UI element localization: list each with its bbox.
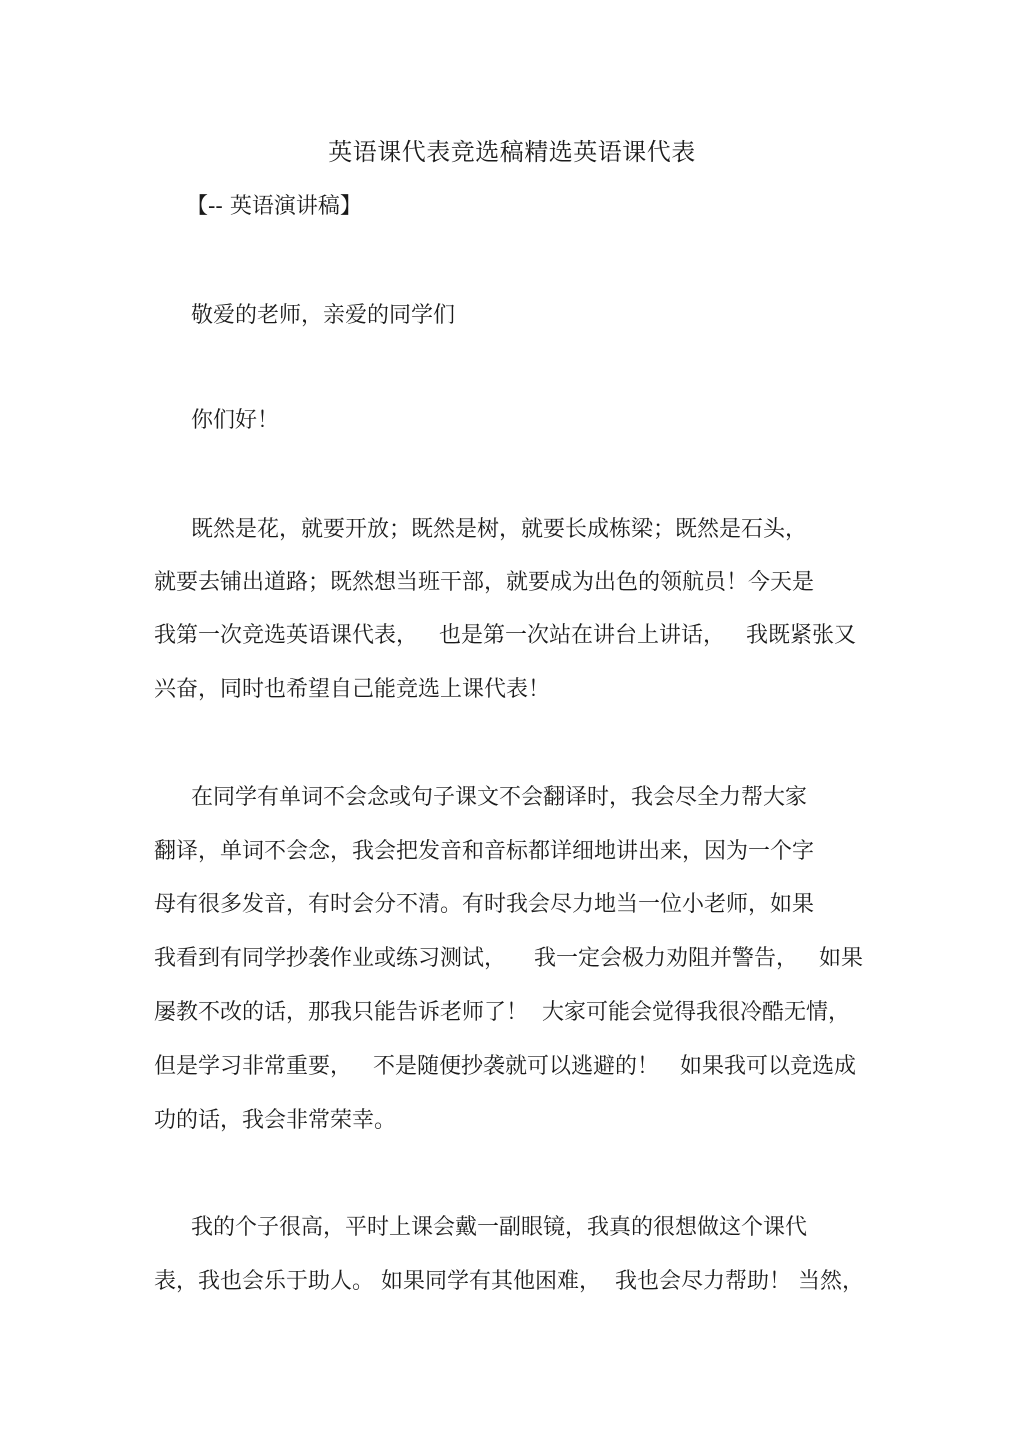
paragraph1-line: 兴奋，同时也希望自己能竞选上课代表！ xyxy=(154,677,551,702)
paragraph1-line: 既然是花，就要开放；既然是树，就要长成栋梁；既然是石头， xyxy=(191,517,808,542)
greeting-text: 敬爱的老师，亲爱的同学们 xyxy=(191,303,456,328)
page-subtitle: 【-- 英语演讲稿】 xyxy=(186,194,362,219)
paragraph2-line: 翻译，单词不会念，我会把发音和音标都详细地讲出来，因为一个字 xyxy=(154,839,815,864)
hello-text: 你们好！ xyxy=(191,408,280,433)
paragraph2-line: 母有很多发音，有时会分不清。有时我会尽力地当一位小老师，如果 xyxy=(154,892,815,917)
paragraph2-line: 我看到有同学抄袭作业或练习测试， 我一定会极力劝阻并警告， 如果 xyxy=(154,946,863,971)
paragraph2-line: 但是学习非常重要， 不是随便抄袭就可以逃避的！ 如果我可以竞选成 xyxy=(154,1054,856,1079)
paragraph3-line: 我的个子很高，平时上课会戴一副眼镜，我真的很想做这个课代 xyxy=(191,1215,808,1240)
paragraph2-line: 屡教不改的话，那我只能告诉老师了！ 大家可能会觉得我很冷酷无情， xyxy=(154,1000,850,1025)
paragraph2-line: 在同学有单词不会念或句子课文不会翻译时，我会尽全力帮大家 xyxy=(191,785,808,810)
paragraph2-line: 功的话，我会非常荣幸。 xyxy=(154,1108,397,1133)
page-title: 英语课代表竞选稿精选英语课代表 xyxy=(328,138,696,166)
paragraph1-line: 就要去铺出道路；既然想当班干部，就要成为出色的领航员！今天是 xyxy=(154,570,815,595)
paragraph1-line: 我第一次竞选英语课代表， 也是第一次站在讲台上讲话， 我既紧张又 xyxy=(154,623,856,648)
paragraph3-line: 表，我也会乐于助人。 如果同学有其他困难， 我也会尽力帮助！ 当然， xyxy=(154,1269,864,1294)
